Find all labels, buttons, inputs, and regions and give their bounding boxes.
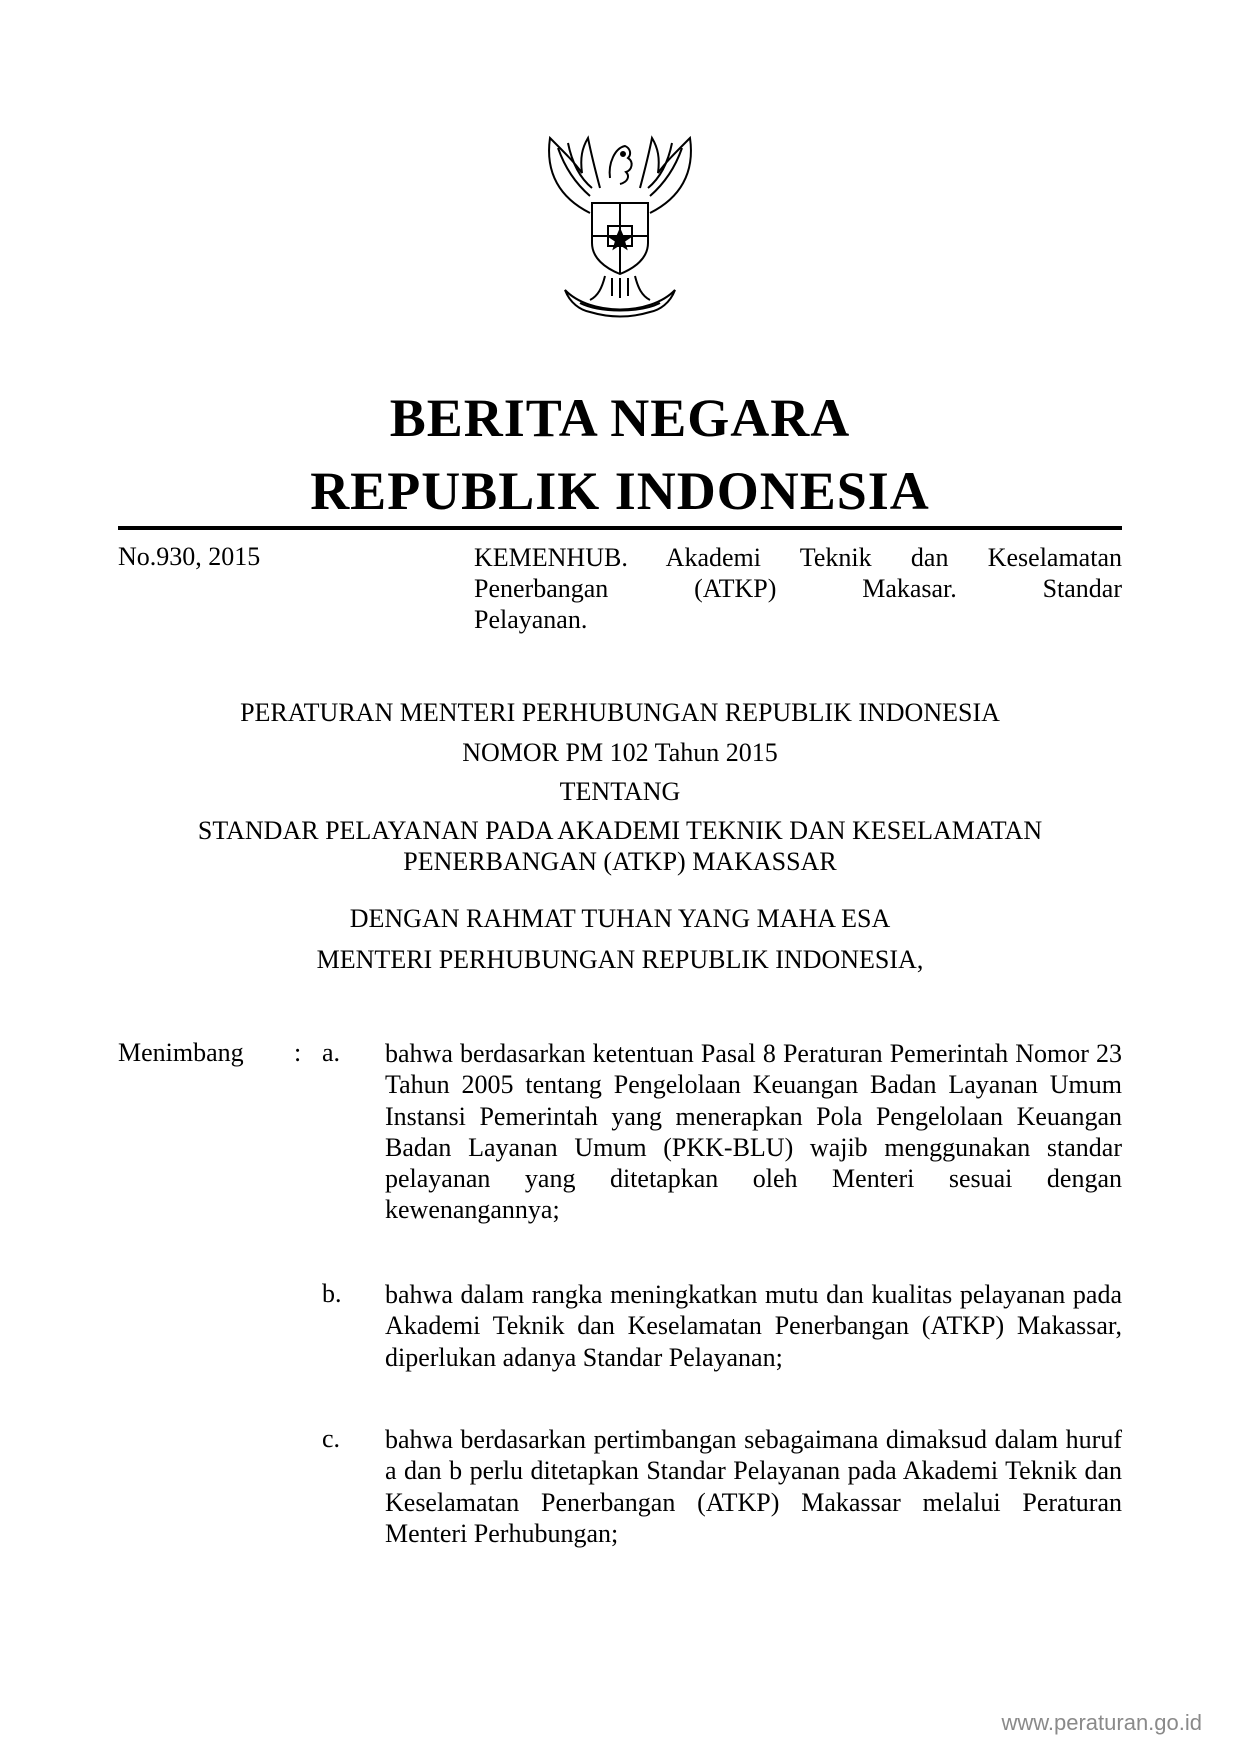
garuda-emblem-icon <box>520 118 720 318</box>
gazette-number: No.930, 2015 <box>118 542 261 571</box>
consideration-item-b: bahwa dalam rangka meningkatkan mutu dan kualitas pelayanan pada Akademi Teknik dan Keselamatan Penerbangan (ATKP) Makassar, diperlukan adanya Standar Pelayanan; <box>385 1280 1122 1372</box>
item-letter-c: c. <box>322 1424 341 1453</box>
consideration-item-c: bahwa berdasarkan pertimbangan sebagaimana dimaksud dalam huruf a dan b perlu ditetapkan Standar Pelayanan pada Akademi Teknik dan Keselamatan Penerbangan (ATKP) Makassar melalui Peraturan Menteri Perhubungan; <box>385 1425 1122 1548</box>
regulation-subject-line1: STANDAR PELAYANAN PADA AKADEMI TEKNIK DAN KESELAMATAN <box>197 816 1043 845</box>
gazette-summary <box>474 542 1122 635</box>
regulation-subject <box>118 815 1122 877</box>
item-letter-a: a. <box>322 1038 341 1067</box>
considerations-colon: : <box>294 1038 302 1067</box>
footer-url[interactable]: www.peraturan.go.id <box>1001 1710 1202 1735</box>
publication-title-line2: REPUBLIK INDONESIA <box>310 461 930 521</box>
gazette-summary-last: Pelayanan. <box>474 605 588 634</box>
regulation-number: NOMOR PM 102 Tahun 2015 <box>462 738 778 767</box>
gazette-summary-main: KEMENHUB. Akademi Teknik dan Keselamatan Penerbangan (ATKP) Makasar. Standar <box>474 543 1122 603</box>
publication-title-line1: BERITA NEGARA <box>389 388 851 448</box>
header-divider <box>118 526 1122 530</box>
minister-line: MENTERI PERHUBUNGAN REPUBLIK INDONESIA, <box>316 945 924 974</box>
consideration-item-a: bahwa berdasarkan ketentuan Pasal 8 Peraturan Pemerintah Nomor 23 Tahun 2005 tentang Pengelolaan Keuangan Badan Layanan Umum Instansi Pemerintah yang menerapkan Pola Pengelolaan Keuangan Badan Layanan Umum (PKK-BLU) wajib menggunakan standar pelayanan yang ditetapkan oleh Menteri sesuai dengan kewenangannya; <box>385 1039 1122 1225</box>
regulation-about: TENTANG <box>559 777 681 806</box>
regulation-subject-line2: PENERBANGAN (ATKP) MAKASSAR <box>403 847 837 876</box>
regulation-title: PERATURAN MENTERI PERHUBUNGAN REPUBLIK INDONESIA <box>240 698 1000 727</box>
item-letter-b: b. <box>322 1279 342 1308</box>
considerations-label: Menimbang <box>118 1038 244 1067</box>
invocation: DENGAN RAHMAT TUHAN YANG MAHA ESA <box>349 904 891 933</box>
